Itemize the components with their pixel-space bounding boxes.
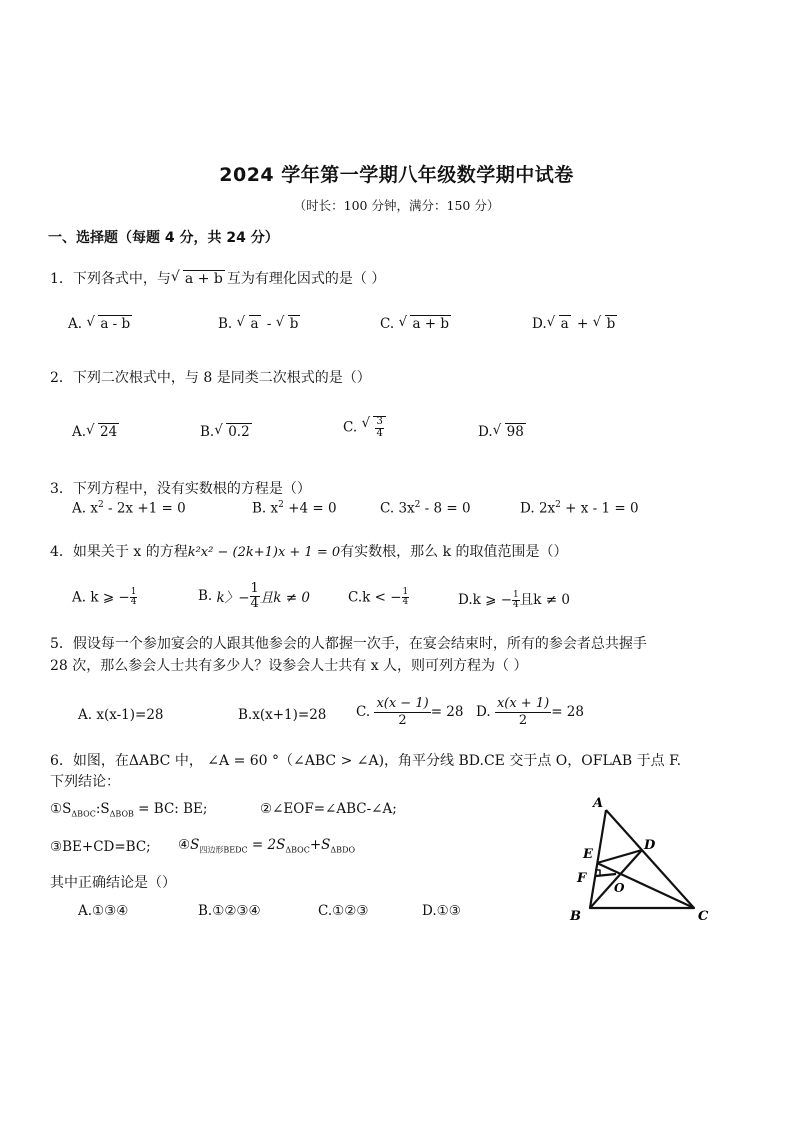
question-3-option-b[interactable]: B. $x^2 +4 = 0$ [252,500,337,517]
question-5-option-d[interactable]: D. $\frac{x(x + 1)}{2}$ = 28 [476,696,584,728]
triangle-outline [590,810,694,908]
question-6-option-b[interactable]: B.①②③④ [198,903,261,919]
question-1-stem: 1．下列各式中，与√ a + b 互为有理化因式的是（ ） [50,268,385,288]
label-a: A [593,796,604,811]
question-1-option-d[interactable]: D.√ a + √ b [532,315,619,332]
question-5-option-b[interactable]: B.x(x+1)=28 [238,707,327,723]
question-6-stem-line2: 下列结论： [50,774,120,790]
question-6-option-c[interactable]: C.①②③ [318,903,369,919]
question-4-option-d[interactable]: D.k ⩾ − $\frac{1}{4}$ 且k ≠ 0 [458,589,570,610]
radicand: a + b [184,271,223,287]
exam-subtitle: （时长：100 分钟，满分：150 分） [293,198,500,213]
conclusion-4: $④S_{四边形BEDC} = 2S_{\Delta BOC}+S_{\Delta BDO}$ [178,837,356,855]
conclusion-2: ②∠EOF=∠ABC-∠A; [260,801,397,817]
question-5-stem-line1: 5．假设每一个参加宴会的人跟其他参会的人都握一次手，在宴会结束时，所有的参会者总共握手 [50,636,647,652]
question-2-option-c[interactable]: C. √ $\frac{3}{4}$ [343,416,388,439]
label-f: F [577,871,587,886]
question-3-option-d[interactable]: D. $2x^2 + x - 1 = 0$ [520,500,639,517]
question-2-option-b[interactable]: B.√ 0.2 [200,423,254,440]
label-d: D [644,838,656,853]
question-6-option-a[interactable]: A.①③④ [78,903,129,919]
label-b: B [570,909,581,924]
question-3-stem: 3．下列方程中，没有实数根的方程是（） [50,481,311,497]
quadratic-equation: k²x² − (2k+1)x + 1 = 0 [187,545,341,560]
question-6-stem-line1: 6．如图，在ΔABC 中， ∠A = 60 °（∠ABC > ∠A)，角平分线 BD.CE 交于点 O，OFLAB 于点 F. [50,753,682,769]
question-5-option-a[interactable]: A. x(x-1)=28 [78,707,164,723]
question-4-stem: 4．如果关于 x 的方程k²x² − (2k+1)x + 1 = 0有实数根，那么 k 的取值范围是（） [50,544,568,560]
conclusion-3: ③BE+CD=BC; [50,839,151,855]
question-3-option-a[interactable]: A. $x^2 - 2x +1 = 0$ [72,500,186,517]
question-4-option-c[interactable]: C.k < − $\frac{1}{4}$ [348,587,409,608]
question-6-option-d[interactable]: D.①③ [422,903,461,919]
label-c: C [698,909,709,924]
question-5-stem-line2: 28 次，那么参会人士共有多少人？设参会人士共有 x 人，则可列方程为（ ） [50,658,528,674]
question-1-option-c[interactable]: C. √ a + b [380,315,453,332]
question-6-ask: 其中正确结论是（） [50,875,176,891]
question-3-option-c[interactable]: C. $3x^2 - 8 = 0$ [380,500,471,517]
perpendicular-of [596,874,616,876]
question-2-option-d[interactable]: D.√ 98 [478,423,528,440]
question-1-option-a[interactable]: A. √ a - b [68,315,134,332]
question-4-option-a[interactable]: A. k ⩾ − $\frac{1}{4}$ [72,587,137,608]
section-heading: 一、选择题（每题 4 分，共 24 分） [48,230,279,246]
label-o: O [614,881,625,895]
question-5-option-c[interactable]: C. $\frac{x(x - 1)}{2}$ = 28 [356,696,464,728]
exam-title: 2024 学年第一学期八年级数学期中试卷 [219,164,574,186]
question-2-stem: 2．下列二次根式中，与 8 是同类二次根式的是（） [50,370,371,386]
label-e: E [583,847,593,862]
question-2-option-a[interactable]: A.√ 24 [72,423,121,440]
question-4-option-b[interactable]: B. k〉− $\frac{1}{4}$ 且k ≠ 0 [198,581,310,611]
question-1-option-b[interactable]: B. √ a - √ b [218,315,302,332]
conclusion-1: $①S_{\Delta BOC}:S_{\Delta BOB}$ = BC: BE; [50,801,208,819]
triangle-figure [560,790,720,925]
